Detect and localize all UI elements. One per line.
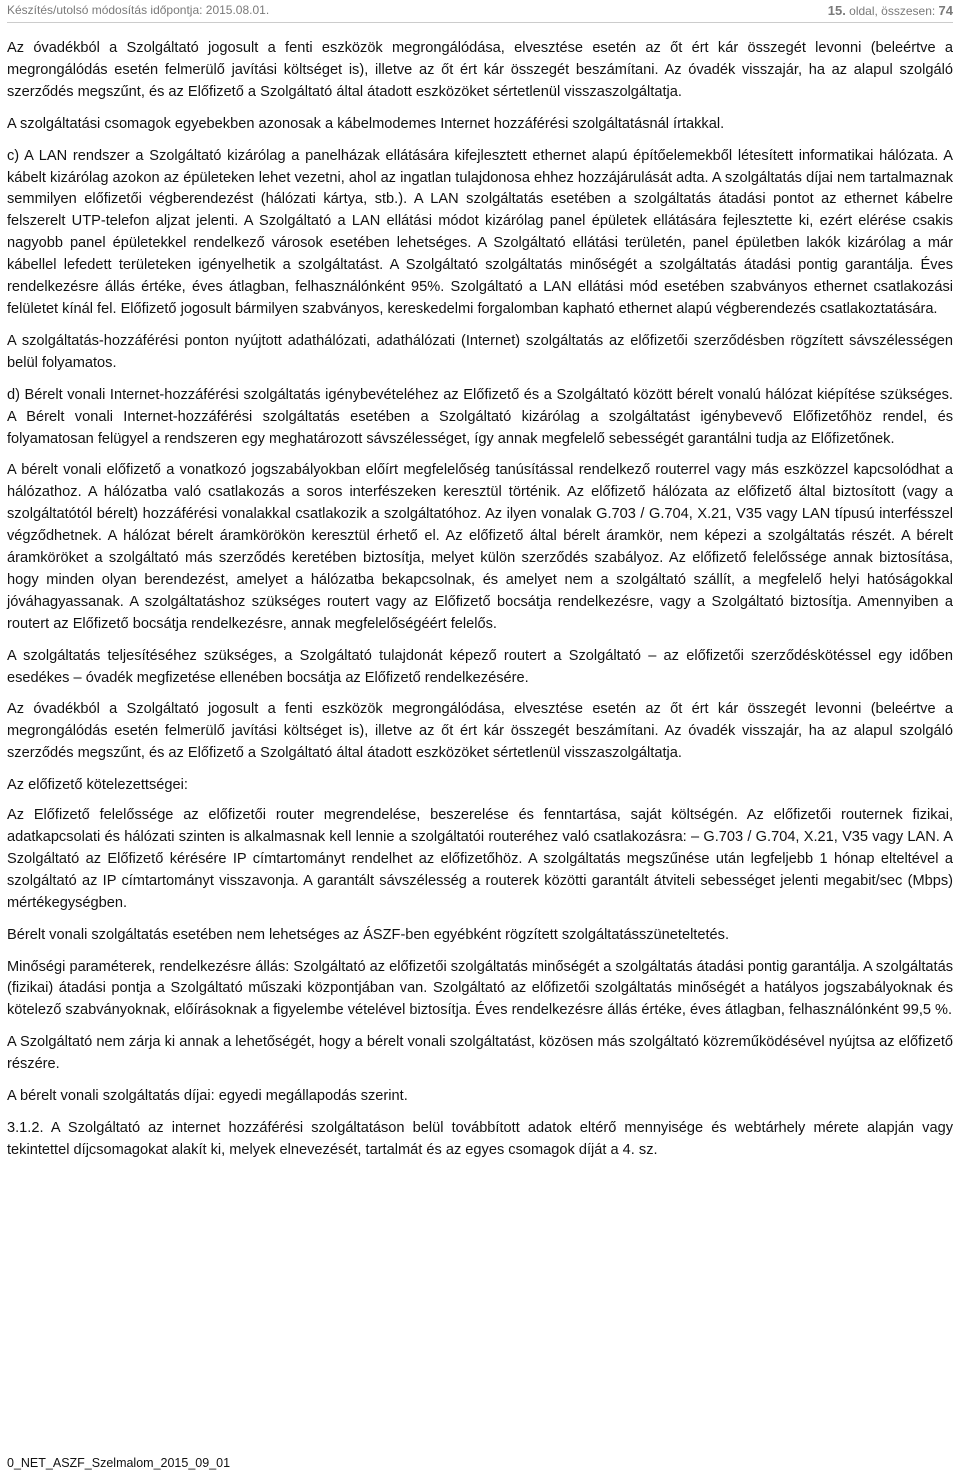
header-page-info [828, 2, 953, 20]
paragraph-access-point: A szolgáltatás-hozzáférési ponton nyújtott adathálózati, adathálózati (Internet) szolgáltatás az előfizetői szerződésben rögzített sávszélességen belül folyamatos. [7, 332, 953, 371]
document-body [7, 38, 953, 1172]
paragraph-deposit-1: Az óvadékból a Szolgáltató jogosult a fenti eszközök megrongálódása, elvesztése esetén az őt ért kár összegét levonni (beleértve a megrongálódás esetén felmerülő javítási költséget is), illetve az őt ért kár összegét beszámítani. Az óvadék visszajár, ha az alapul szolgáló szerződés megszűnt, és az Előfizető a Szolgáltató által átadott eszközöket sértetlenül visszaszolgáltatja. [7, 40, 953, 100]
header-date: Készítés/utolsó módosítás időpontja: 2015.08.01. [7, 3, 270, 17]
paragraph-fees: A bérelt vonali szolgáltatás díjai: egyedi megállapodás szerint. [7, 1088, 408, 1105]
page-header [7, 0, 953, 23]
paragraph-obligations-heading: Az előfizető kötelezettségei: [7, 777, 188, 794]
paragraph-cooperation: A Szolgáltató nem zárja ki annak a lehetőségét, hogy a bérelt vonali szolgáltatást, közösen más szolgáltató közreműködésével nyújtsa az előfizető részére. [7, 1034, 953, 1073]
paragraph-section-3-1-2: 3.1.2. A Szolgáltató az internet hozzáférési szolgáltatáson belül továbbított adatok eltérő mennyisége és webtárhely mérete alapján vagy tekintettel díjcsomagokat alakít ki, melyek elnevezését, tartalmát és az egyes csomagok díját a 4. sz. [7, 1119, 953, 1158]
paragraph-router-connection: A bérelt vonali előfizető a vonatkozó jogszabályokban előírt megfelelőség tanúsítással rendelkező routerrel vagy más eszközzel kapcsolódhat a hálózathoz. A hálózatba való csatlakozás a soros interfészeken keresztül történik. Az előfizető hálózata az előfizető által biztosított (vagy a szolgáltatótól bérelt) hozzáférési vonalakkal csatlakozik a szolgáltatóhoz. Az ilyen vonalak G.703 / G.704, X.21, V35 vagy LAN típusú interfésszel végződhetnek. A hálózat bérelt áramkörökön keresztül érhető el. Az előfizető által bérelt áramkör, nem képezi a szolgáltatás részét. A bérelt áramköröket a szolgáltató más szerződés keretében biztosítja, melyet külön szerződés szabályoz. Az előfizető felelőssége annak biztosítása, hogy minden olyan berendezést, amelyet a hálózatba bekapcsolnak, és amelyet nem a szolgáltató szállít, a megfelelő helyi hatóságokkal jóváhagyassanak. A szolgáltatáshoz szükséges routert vagy az Előfizető bocsátja rendelkezésre, vagy a Szolgáltató biztosítja. Amennyiben a routert az Előfizető bocsátja rendelkezésre, annak megfelelőségéért felelős. [7, 462, 953, 632]
paragraph-quality: Minőségi paraméterek, rendelkezésre állás: Szolgáltató az előfizetői szolgáltatás minőségét a szolgáltatás átadási pontig garantálja. A szolgáltatás (fizikai) átadási pontja a Szolgáltató műszaki központjában van. Szolgáltató az előfizetői szolgáltatás minőségét a hatályos jogszabályoknak és kötelező szabványoknak, előírásoknak a figyelembe vételével biztosítja. Éves rendelkezésre állás értéke, éves átlagban, felhasználónként 99,5 %. [7, 958, 953, 1019]
paragraph-packages: A szolgáltatási csomagok egyebekben azonosak a kábelmodemes Internet hozzáférési szolgáltatásnál írtakkal. [7, 115, 725, 132]
header-total-pages: 74 [938, 3, 953, 18]
paragraph-router-deposit: A szolgáltatás teljesítéséhez szükséges, a Szolgáltató tulajdonát képező routert a Szolgáltató – az előfizetői szerződéskötéssel egy időben esedékes – óvadék megfizetése ellenében bocsátja az Előfizető rendelkezésére. [7, 647, 953, 686]
paragraph-deposit-2: Az óvadékból a Szolgáltató jogosult a fenti eszközök megrongálódása, elvesztése esetén az őt ért kár összegét levonni (beleértve a megrongálódás esetén felmerülő javítási költséget is), illetve az őt ért kár összegét beszámítani. Az óvadék visszajár, ha az alapul szolgáló szerződés megszűnt, és az Előfizető a Szolgáltató által átadott eszközöket sértetlenül visszaszolgáltatja. [7, 701, 953, 762]
paragraph-lan: c) A LAN rendszer a Szolgáltató kizárólag a panelházak ellátására kifejlesztett ethernet alapú építőelemekből létesített informatikai hálózata. A kábelt kizárólag azokon az épületeken lehet vezetni, ahol az ingatlan tulajdonosa ehhez hozzájárulását adta. A szolgáltatás díjai nem tartalmaznak semmilyen előfizetői végberendezést (hálózati kártya, stb.). A LAN szolgáltatás esetében a szolgáltatás átadási pontot az ethernet kábelre felszerelt UTP-telefon aljzat jelenti. A Szolgáltató a LAN ellátási módot kizárólag panel épületek ellátására fejlesztette ki, ezért elérése csakis nagyobb panel épületekkel rendelkező városok esetében lehetséges. A Szolgáltató ellátási területén, panel épületben lakók kizárólag a már kábellel lefedett területeken igényelhetik a szolgáltatást. A Szolgáltató szolgáltatás minőségét a szolgáltatás átadási pontig garantálja. Éves rendelkezésre állás értéke, éves átlagban, felhasználónként 95%. Szolgáltató a LAN ellátási mód esetében szabványos ethernet csatlakozási felületet kínál fel. Előfizető jogosult bármilyen szabványos, kereskedelmi forgalomban kapható ethernet alapú végberendezés csatlakoztatására. [7, 147, 953, 317]
paragraph-obligations: Az Előfizető felelőssége az előfizetői router megrendelése, beszerelése és fenntartása, saját költségén. Az előfizetői routernek fizikai, adatkapcsolati és hálózati szinten is alkalmasnak kell lennie a szolgáltatói routeréhez való csatlakozásra: – G.703 / G.704, X.21, V35 vagy LAN. A Szolgáltató az Előfizető kérésére IP címtartományt rendelhet az előfizetőhöz. A szolgáltatás megszűnése után legfeljebb 1 hónap elteltével a szolgáltató az IP címtartományt visszavonja. A garantált sávszélesség a routerek közötti garantált átviteli sebességet jelenti megabit/sec (Mbps) mértékegységben. [7, 807, 953, 911]
page-footer: 0_NET_ASZF_Szelmalom_2015_09_01 [7, 1456, 231, 1470]
paragraph-leased-line: d) Bérelt vonali Internet-hozzáférési szolgáltatás igénybevételéhez az Előfizető és a Szolgáltató között bérelt vonalú hálózat kiépítése szükséges. A Bérelt vonali Internet-hozzáférési szolgáltatás esetében a Szolgáltató kizárólag a szolgáltatást igénybevevő Előfizetőhöz rendel, és folyamatosan felügyel a rendszeren egy meghatározott sávszélességet, így annak megfelelő sebességét garantálni tudja az Előfizetőnek. [7, 386, 953, 447]
header-page-number: 15. [827, 3, 846, 18]
paragraph-no-suspension: Bérelt vonali szolgáltatás esetében nem lehetséges az ÁSZF-ben egyébként rögzített szolgáltatásszüneteltetés. [7, 926, 729, 943]
header-page-suffix: oldal, összesen: [845, 4, 939, 18]
